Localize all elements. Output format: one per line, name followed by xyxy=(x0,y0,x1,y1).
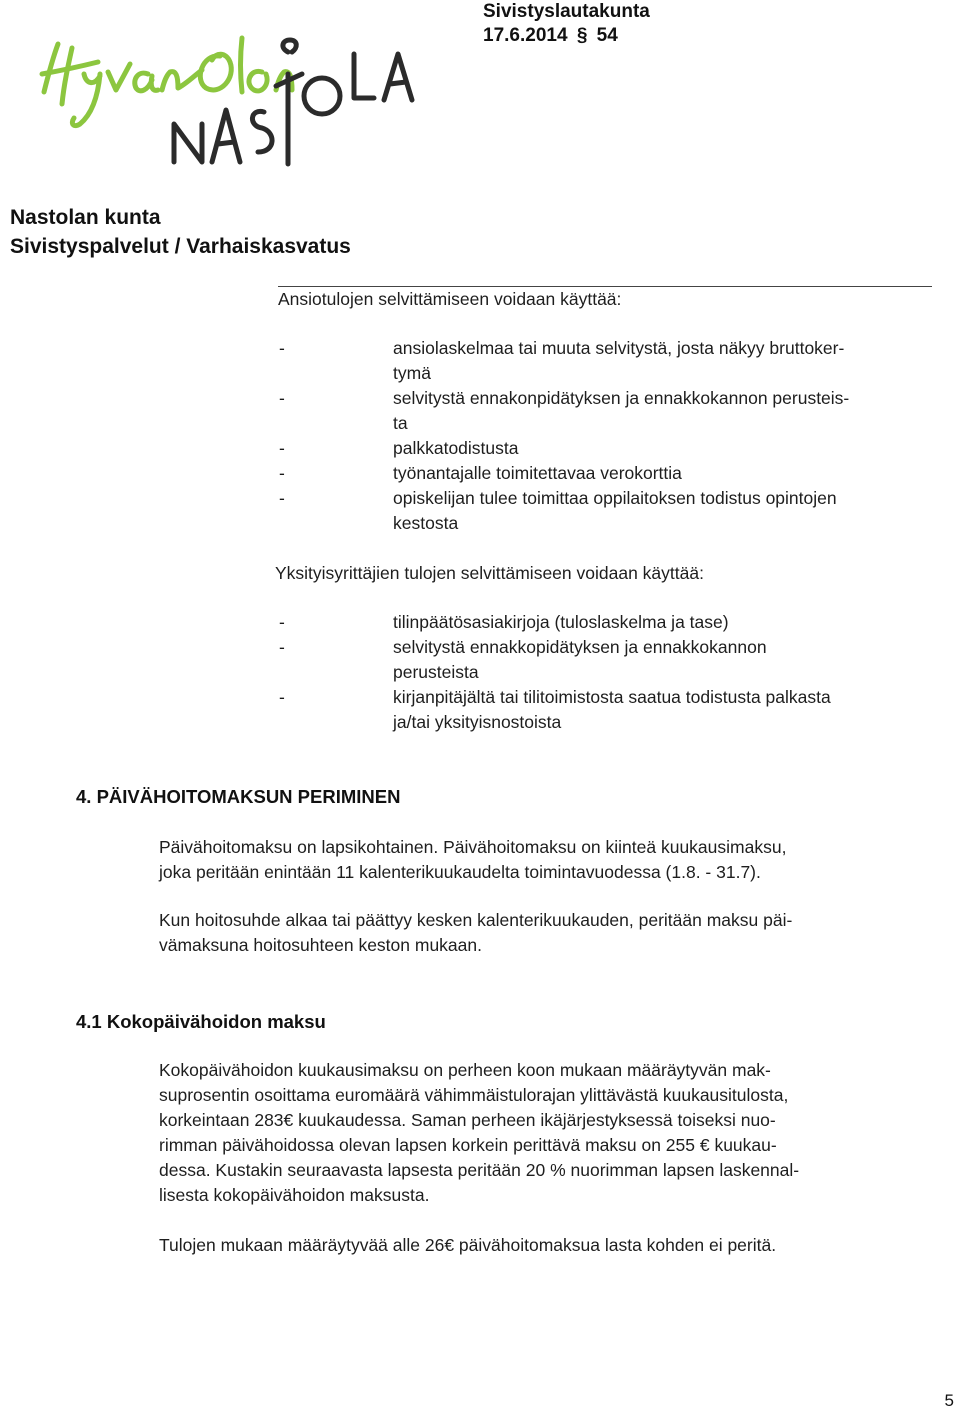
org-name: Nastolan kunta xyxy=(10,206,161,229)
paragraph-line: suprosentin osoittama euromäärä vähimmäistulorajan ylittävästä kuukausitulosta, xyxy=(159,1085,789,1105)
list-dash: - xyxy=(279,388,285,408)
section-4-paragraph-2 xyxy=(159,908,792,958)
list-dash: - xyxy=(279,687,285,707)
list-item xyxy=(393,685,831,735)
section-symbol: § xyxy=(576,25,588,46)
list-item xyxy=(393,461,682,486)
organisation-block xyxy=(10,203,351,261)
list-item xyxy=(393,436,519,461)
list-item-line: ansiolaskelmaa tai muuta selvitystä, josta näkyy bruttoker- xyxy=(393,338,845,358)
section-4-paragraph-1 xyxy=(159,835,786,885)
list-dash: - xyxy=(279,612,285,632)
list-item-line: palkkatodistusta xyxy=(393,438,519,458)
list-item-line: opiskelijan tulee toimittaa oppilaitoksen todistus opintojen xyxy=(393,488,837,508)
paragraph-line: Kun hoitosuhde alkaa tai päättyy kesken kalenterikuukauden, peritään maksu päi- xyxy=(159,910,793,930)
paragraph-line: Tulojen mukaan määräytyvää alle 26€ päivähoitomaksua lasta kohden ei peritä. xyxy=(159,1235,777,1255)
list-item xyxy=(393,610,729,635)
nastola-logo xyxy=(36,14,416,184)
list-item-line: selvitystä ennakkopidätyksen ja ennakkokannon xyxy=(393,637,767,657)
list-item xyxy=(393,336,844,386)
list-item-line: tilinpäätösasiakirjoja (tuloslaskelma ja tase) xyxy=(393,612,729,632)
paragraph-line: dessa. Kustakin seuraavasta lapsesta peritään 20 % nuorimman lapsen laskennal- xyxy=(159,1160,800,1180)
meeting-date: 17.6.2014 xyxy=(483,25,568,46)
paragraph-line: Kokopäivähoidon kuukausimaksu on perheen koon mukaan määräytyvän mak- xyxy=(159,1060,771,1080)
list-item xyxy=(393,386,849,436)
list-item-line: tymä xyxy=(393,363,431,383)
paragraph-line: Päivähoitomaksu on lapsikohtainen. Päivähoitomaksu on kiinteä kuukausimaksu, xyxy=(159,837,787,857)
list-item xyxy=(393,486,837,536)
list-item-line: kirjanpitäjältä tai tilitoimistosta saatua todistusta palkasta xyxy=(393,687,831,707)
list-item-line: työnantajalle toimitettavaa verokorttia xyxy=(393,463,682,483)
paragraph-line: lisesta kokopäivähoidon maksusta. xyxy=(159,1185,430,1205)
paragraph-line: korkeintaan 283€ kuukaudessa. Saman perheen ikäjärjestyksessä toiseksi nuo- xyxy=(159,1110,776,1130)
page-number: 5 xyxy=(944,1391,954,1410)
list-dash: - xyxy=(279,637,285,657)
list-item-line: ta xyxy=(393,413,408,433)
list-item-line: kestosta xyxy=(393,513,459,533)
list-dash: - xyxy=(279,463,285,483)
section-number: 54 xyxy=(596,25,618,46)
section-4-1-paragraph-1 xyxy=(159,1058,799,1208)
paragraph-line: rimman päivähoidossa olevan lapsen korkein perittävä maksu on 255 € kuukau- xyxy=(159,1135,777,1155)
list-dash: - xyxy=(279,338,285,358)
list-item xyxy=(393,635,767,685)
section-4-1-paragraph-2 xyxy=(159,1233,776,1258)
paragraph-line: vämaksuna hoitosuhteen keston mukaan. xyxy=(159,935,482,955)
list-dash: - xyxy=(279,438,285,458)
paragraph-line: joka peritään enintään 11 kalenterikuukaudelta toimintavuodessa (1.8. - 31.7). xyxy=(159,862,761,882)
meeting-reference xyxy=(483,24,650,48)
list-item-line: perusteista xyxy=(393,662,479,682)
section-4-1-heading: 4.1 Kokopäivähoidon maksu xyxy=(76,1011,326,1032)
department-name: Sivistyspalvelut / Varhaiskasvatus xyxy=(10,235,351,258)
entrepreneur-intro: Yksityisyrittäjien tulojen selvittämiseen voidaan käyttää: xyxy=(275,563,704,583)
committee-name: Sivistyslautakunta xyxy=(483,1,650,22)
section-4-heading: 4. PÄIVÄHOITOMAKSUN PERIMINEN xyxy=(76,786,401,807)
list-item-line: selvitystä ennakonpidätyksen ja ennakkokannon perusteis- xyxy=(393,388,850,408)
list-item-line: ja/tai yksityisnostoista xyxy=(393,712,562,732)
list-dash: - xyxy=(279,488,285,508)
meeting-header xyxy=(483,0,650,48)
income-intro: Ansiotulojen selvittämiseen voidaan käyttää: xyxy=(278,289,622,309)
